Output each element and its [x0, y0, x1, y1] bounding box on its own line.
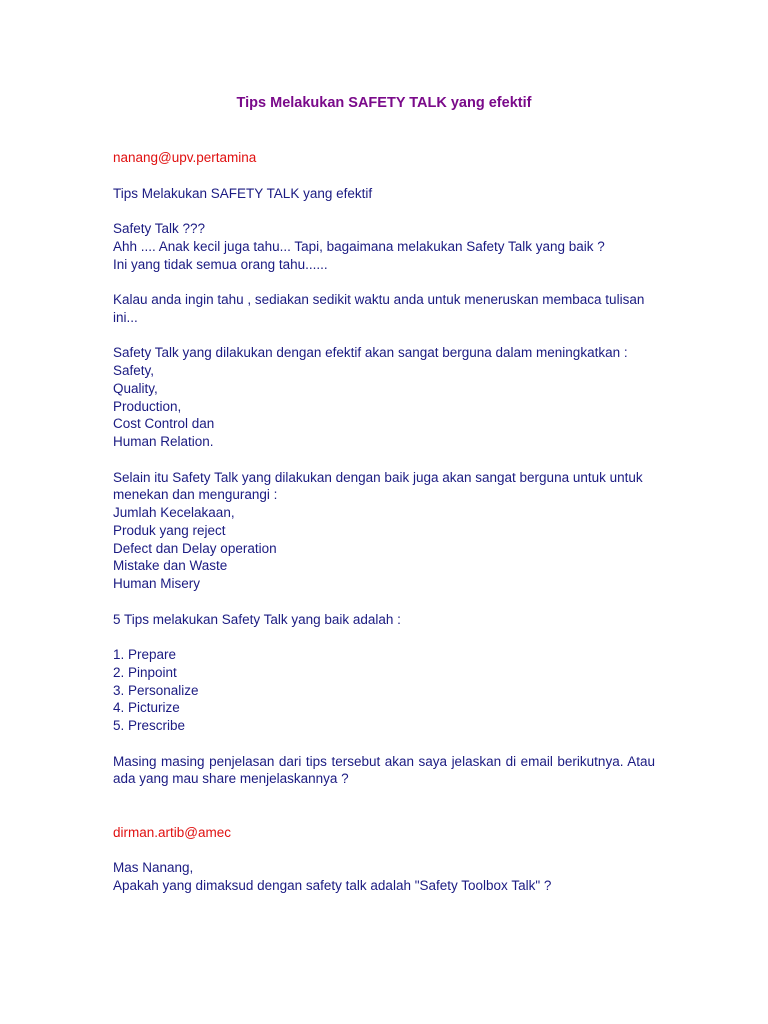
list-item: 1. Prepare	[113, 647, 177, 662]
list-item: Cost Control dan	[113, 416, 215, 432]
spacer	[113, 327, 655, 345]
post1-heading: Tips Melakukan SAFETY TALK yang efektif	[113, 185, 373, 201]
tips-list	[113, 646, 655, 735]
post2-author: dirman.artib@amec	[113, 824, 231, 840]
benefits-list	[113, 362, 655, 451]
spacer	[113, 735, 655, 753]
post1-intro-line: Safety Talk ???	[113, 221, 206, 236]
spacer	[113, 167, 655, 185]
post1-author: nanang@upv.pertamina	[113, 150, 257, 165]
list-item: Jumlah Kecelakaan,	[113, 505, 235, 520]
reduce-list	[113, 504, 655, 593]
spacer	[113, 451, 655, 469]
spacer	[113, 628, 655, 646]
post1-intro-line: Ahh .... Anak kecil juga tahu... Tapi, bagaimana melakukan Safety Talk yang baik ?	[113, 238, 605, 254]
list-item: 3. Personalize	[113, 682, 199, 698]
list-item: Human Misery	[113, 576, 201, 591]
spacer	[113, 593, 655, 611]
list-item: Produk yang reject	[113, 522, 226, 538]
list-item: 4. Picturize	[113, 700, 180, 716]
list-item: Production,	[113, 398, 182, 414]
list-item: Quality,	[113, 380, 158, 396]
list-item: Defect dan Delay operation	[113, 540, 277, 556]
spacer	[113, 202, 655, 220]
post1-benefits-intro: Safety Talk yang dilakukan dengan efektif akan sangat berguna dalam meningkatkan :	[113, 345, 628, 361]
post1-intro-line: Ini yang tidak semua orang tahu......	[113, 256, 328, 272]
list-item: Mistake dan Waste	[113, 558, 228, 574]
document-title: Tips Melakukan SAFETY TALK yang efektif	[236, 95, 532, 111]
post1-invite: Kalau anda ingin tahu , sediakan sedikit waktu anda untuk meneruskan membaca tulisan ini...	[113, 292, 645, 325]
spacer	[113, 273, 655, 291]
list-item: Human Relation.	[113, 434, 214, 449]
spacer	[113, 788, 655, 806]
post1-closing: Masing masing penjelasan dari tips tersebut akan saya jelaskan di email berikutnya. Atau ada yang mau share menjelaskannya ?	[113, 753, 655, 787]
post1-reduce-intro: Selain itu Safety Talk yang dilakukan dengan baik juga akan sangat berguna untuk untuk menekan dan mengurangi :	[113, 469, 643, 503]
spacer	[113, 841, 655, 859]
post2-line: Apakah yang dimaksud dengan safety talk adalah "Safety Toolbox Talk" ?	[113, 877, 552, 893]
list-item: 2. Pinpoint	[113, 664, 177, 680]
document-page	[113, 94, 655, 895]
post1-tips-intro: 5 Tips melakukan Safety Talk yang baik adalah :	[113, 611, 401, 627]
spacer	[113, 806, 655, 824]
post2-line: Mas Nanang,	[113, 860, 194, 875]
list-item: 5. Prescribe	[113, 718, 186, 733]
list-item: Safety,	[113, 363, 155, 378]
